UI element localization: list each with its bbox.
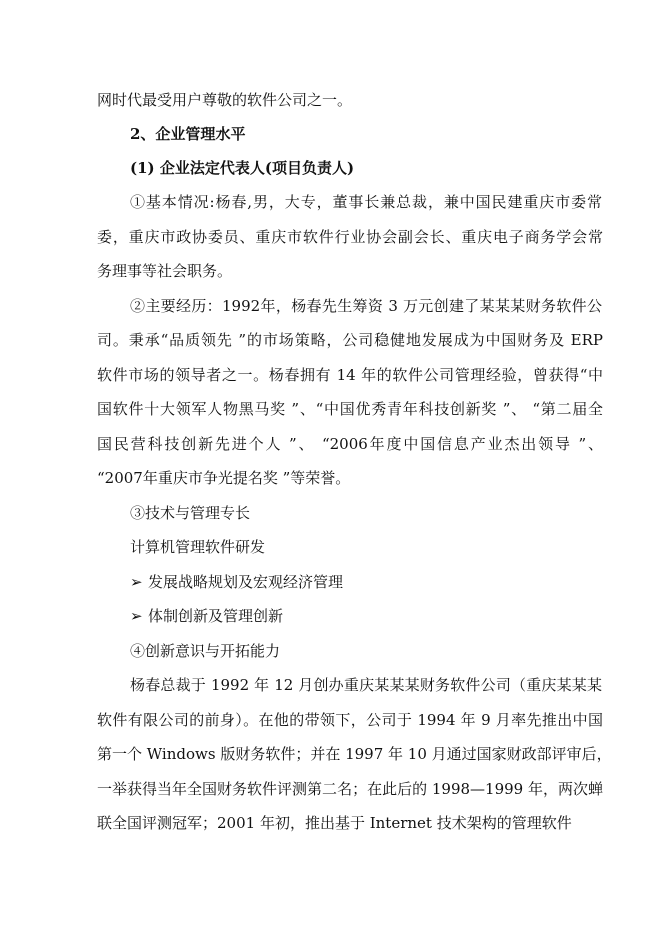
- text-line: ②主要经历：1992年，杨春先生筹资 3 万元创建了某某某财务软件公: [130, 297, 602, 315]
- text-line: 计算机管理软件研发: [130, 538, 266, 556]
- text-line: 务理事等社会职务。: [97, 262, 233, 280]
- text-line: ①基本情况:杨春,男，大专，董事长兼总裁，兼中国民建重庆市委常: [130, 193, 602, 211]
- arrow-bullet-icon: ➢: [130, 573, 143, 591]
- text-line: “2007年重庆市争光提名奖 ”等荣誉。: [97, 469, 351, 487]
- bullet-item: [130, 572, 343, 592]
- text-line: 国民营科技创新先进个人 ”、 “2006年度中国信息产业杰出领导 ”、: [97, 435, 603, 453]
- text-line: 网时代最受用户尊敬的软件公司之一。: [97, 91, 353, 109]
- subsection-heading: (1) 企业法定代表人(项目负责人): [130, 159, 355, 177]
- text-line: ④创新意识与开拓能力: [130, 642, 281, 660]
- text-line: 委，重庆市政协委员、重庆市软件行业协会副会长、重庆电子商务学会常: [97, 228, 603, 246]
- text-line: 一举获得当年全国财务软件评测第二名；在此后的 1998—1999 年，两次蝉: [97, 780, 603, 798]
- text-line: 第一个 Windows 版财务软件；并在 1997 年 10 月通过国家财政部评审后，: [97, 745, 612, 763]
- text-line: 国软件十大领军人物黑马奖 ”、“中国优秀青年科技创新奖 ”、 “第二届全: [97, 400, 603, 418]
- arrow-bullet-icon: ➢: [130, 607, 143, 625]
- bullet-text: 体制创新及管理创新: [148, 607, 284, 625]
- section-heading: 2、企业管理水平: [130, 125, 246, 143]
- text-line: ③技术与管理专长: [130, 504, 251, 522]
- text-line: 联全国评测冠军；2001 年初，推出基于 Internet 技术架构的管理软件: [97, 814, 572, 832]
- text-line: 软件市场的领导者之一。杨春拥有 14 年的软件公司管理经验，曾获得“中: [97, 366, 603, 384]
- bullet-text: 发展战略规划及宏观经济管理: [148, 573, 344, 591]
- text-line: 杨春总裁于 1992 年 12 月创办重庆某某某财务软件公司（重庆某某某: [130, 676, 602, 694]
- text-line: 司。秉承“品质领先 ”的市场策略，公司稳健地发展成为中国财务及 ERP: [97, 331, 603, 349]
- bullet-item: [130, 606, 283, 626]
- text-line: 软件有限公司的前身）。在他的带领下，公司于 1994 年 9 月率先推出中国: [97, 711, 603, 729]
